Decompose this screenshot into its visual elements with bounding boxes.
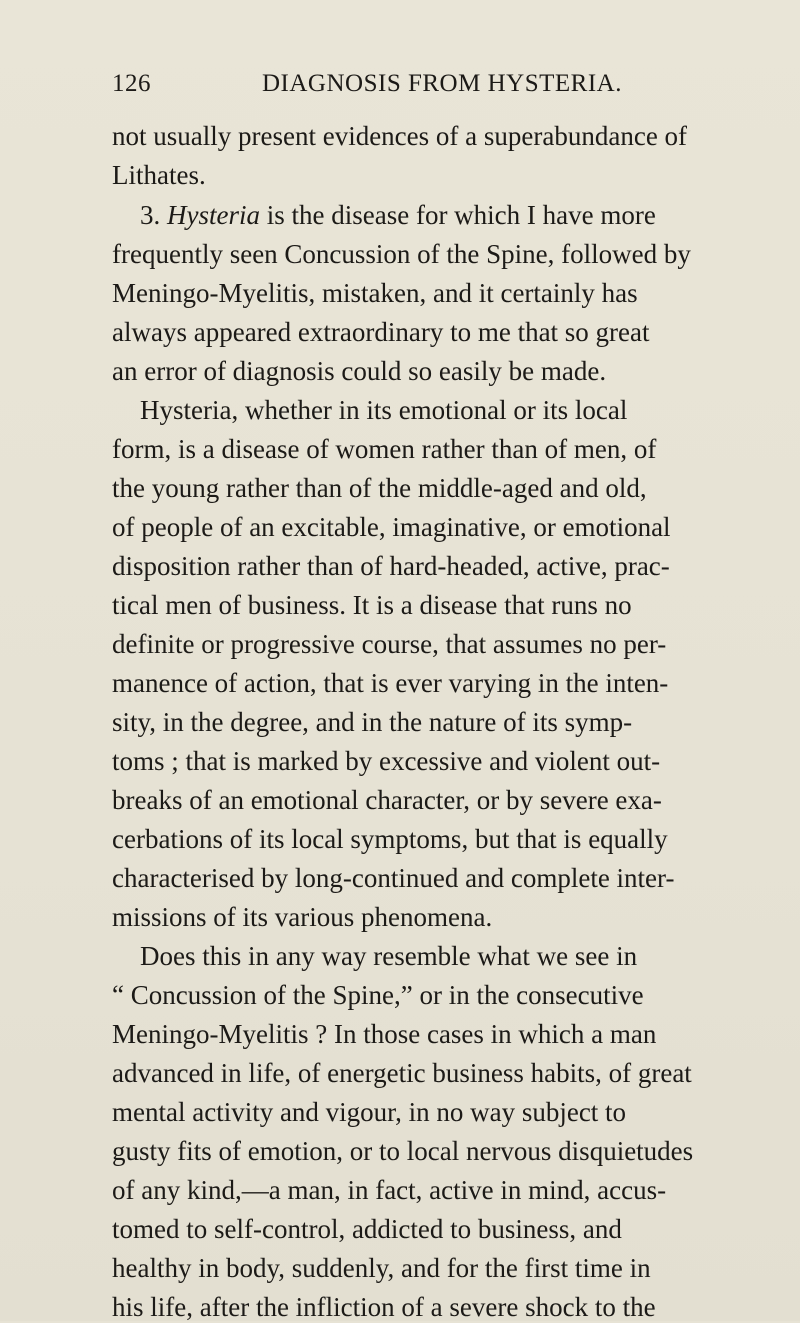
text-line: Does this in any way resemble what we see in [140,941,638,971]
line-text: is the disease for which I have more [266,200,656,230]
text-line: Hysteria, whether in its emotional or its local [140,395,628,425]
text-line: “ Concussion of the Spine,” or in the consecutive [112,980,644,1010]
text-line: Meningo-Myelitis, mistaken, and it certainly has [112,278,638,308]
text-line: tomed to self-control, addicted to business, and [112,1214,622,1244]
text-line: disposition rather than of hard-headed, active, prac- [112,551,670,581]
emphasis-term: Hysteria [167,200,260,230]
text-line: healthy in body, suddenly, and for the first time in [112,1253,651,1283]
text-line: always appeared extraordinary to me that so great [112,317,650,347]
text-line: toms ; that is marked by excessive and violent out- [112,746,661,776]
text-line: frequently seen Concussion of the Spine, followed by [112,239,691,269]
section-number: 3. [140,200,161,230]
text-line: missions of its various phenomena. [112,902,493,932]
text-line: not usually present evidences of a superabundance of [112,121,688,151]
text-line: manence of action, that is ever varying in the inten- [112,668,669,698]
page-header [112,70,752,106]
text-line: an error of diagnosis could so easily be made. [112,356,607,386]
text-line: advanced in life, of energetic business habits, of great [112,1058,692,1088]
text-line: cerbations of its local symptoms, but that is equally [112,824,668,854]
text-line: Meningo-Myelitis ? In those cases in which a man [112,1019,657,1049]
text-line: breaks of an emotional character, or by severe exa- [112,785,662,815]
text-line: his life, after the infliction of a severe shock to the [112,1292,656,1322]
text-line: gusty fits of emotion, or to local nervous disquietudes [112,1136,694,1166]
text-line: tical men of business. It is a disease that runs no [112,590,632,620]
text-line [140,200,656,231]
text-line: of any kind,—a man, in fact, active in mind, accus- [112,1175,667,1205]
text-line: mental activity and vigour, in no way subject to [112,1097,627,1127]
text-line: definite or progressive course, that assumes no per- [112,629,667,659]
text-line: sity, in the degree, and in the nature of its symp- [112,707,633,737]
text-line: form, is a disease of women rather than of men, of [112,434,657,464]
text-line: Lithates. [112,160,206,190]
text-line: the young rather than of the middle-aged and old, [112,473,647,503]
page-number: 126 [112,70,151,97]
text-line: characterised by long-continued and complete inter- [112,863,675,893]
text-line: of people of an excitable, imaginative, or emotional [112,512,671,542]
running-head: DIAGNOSIS FROM HYSTERIA. [262,70,622,97]
